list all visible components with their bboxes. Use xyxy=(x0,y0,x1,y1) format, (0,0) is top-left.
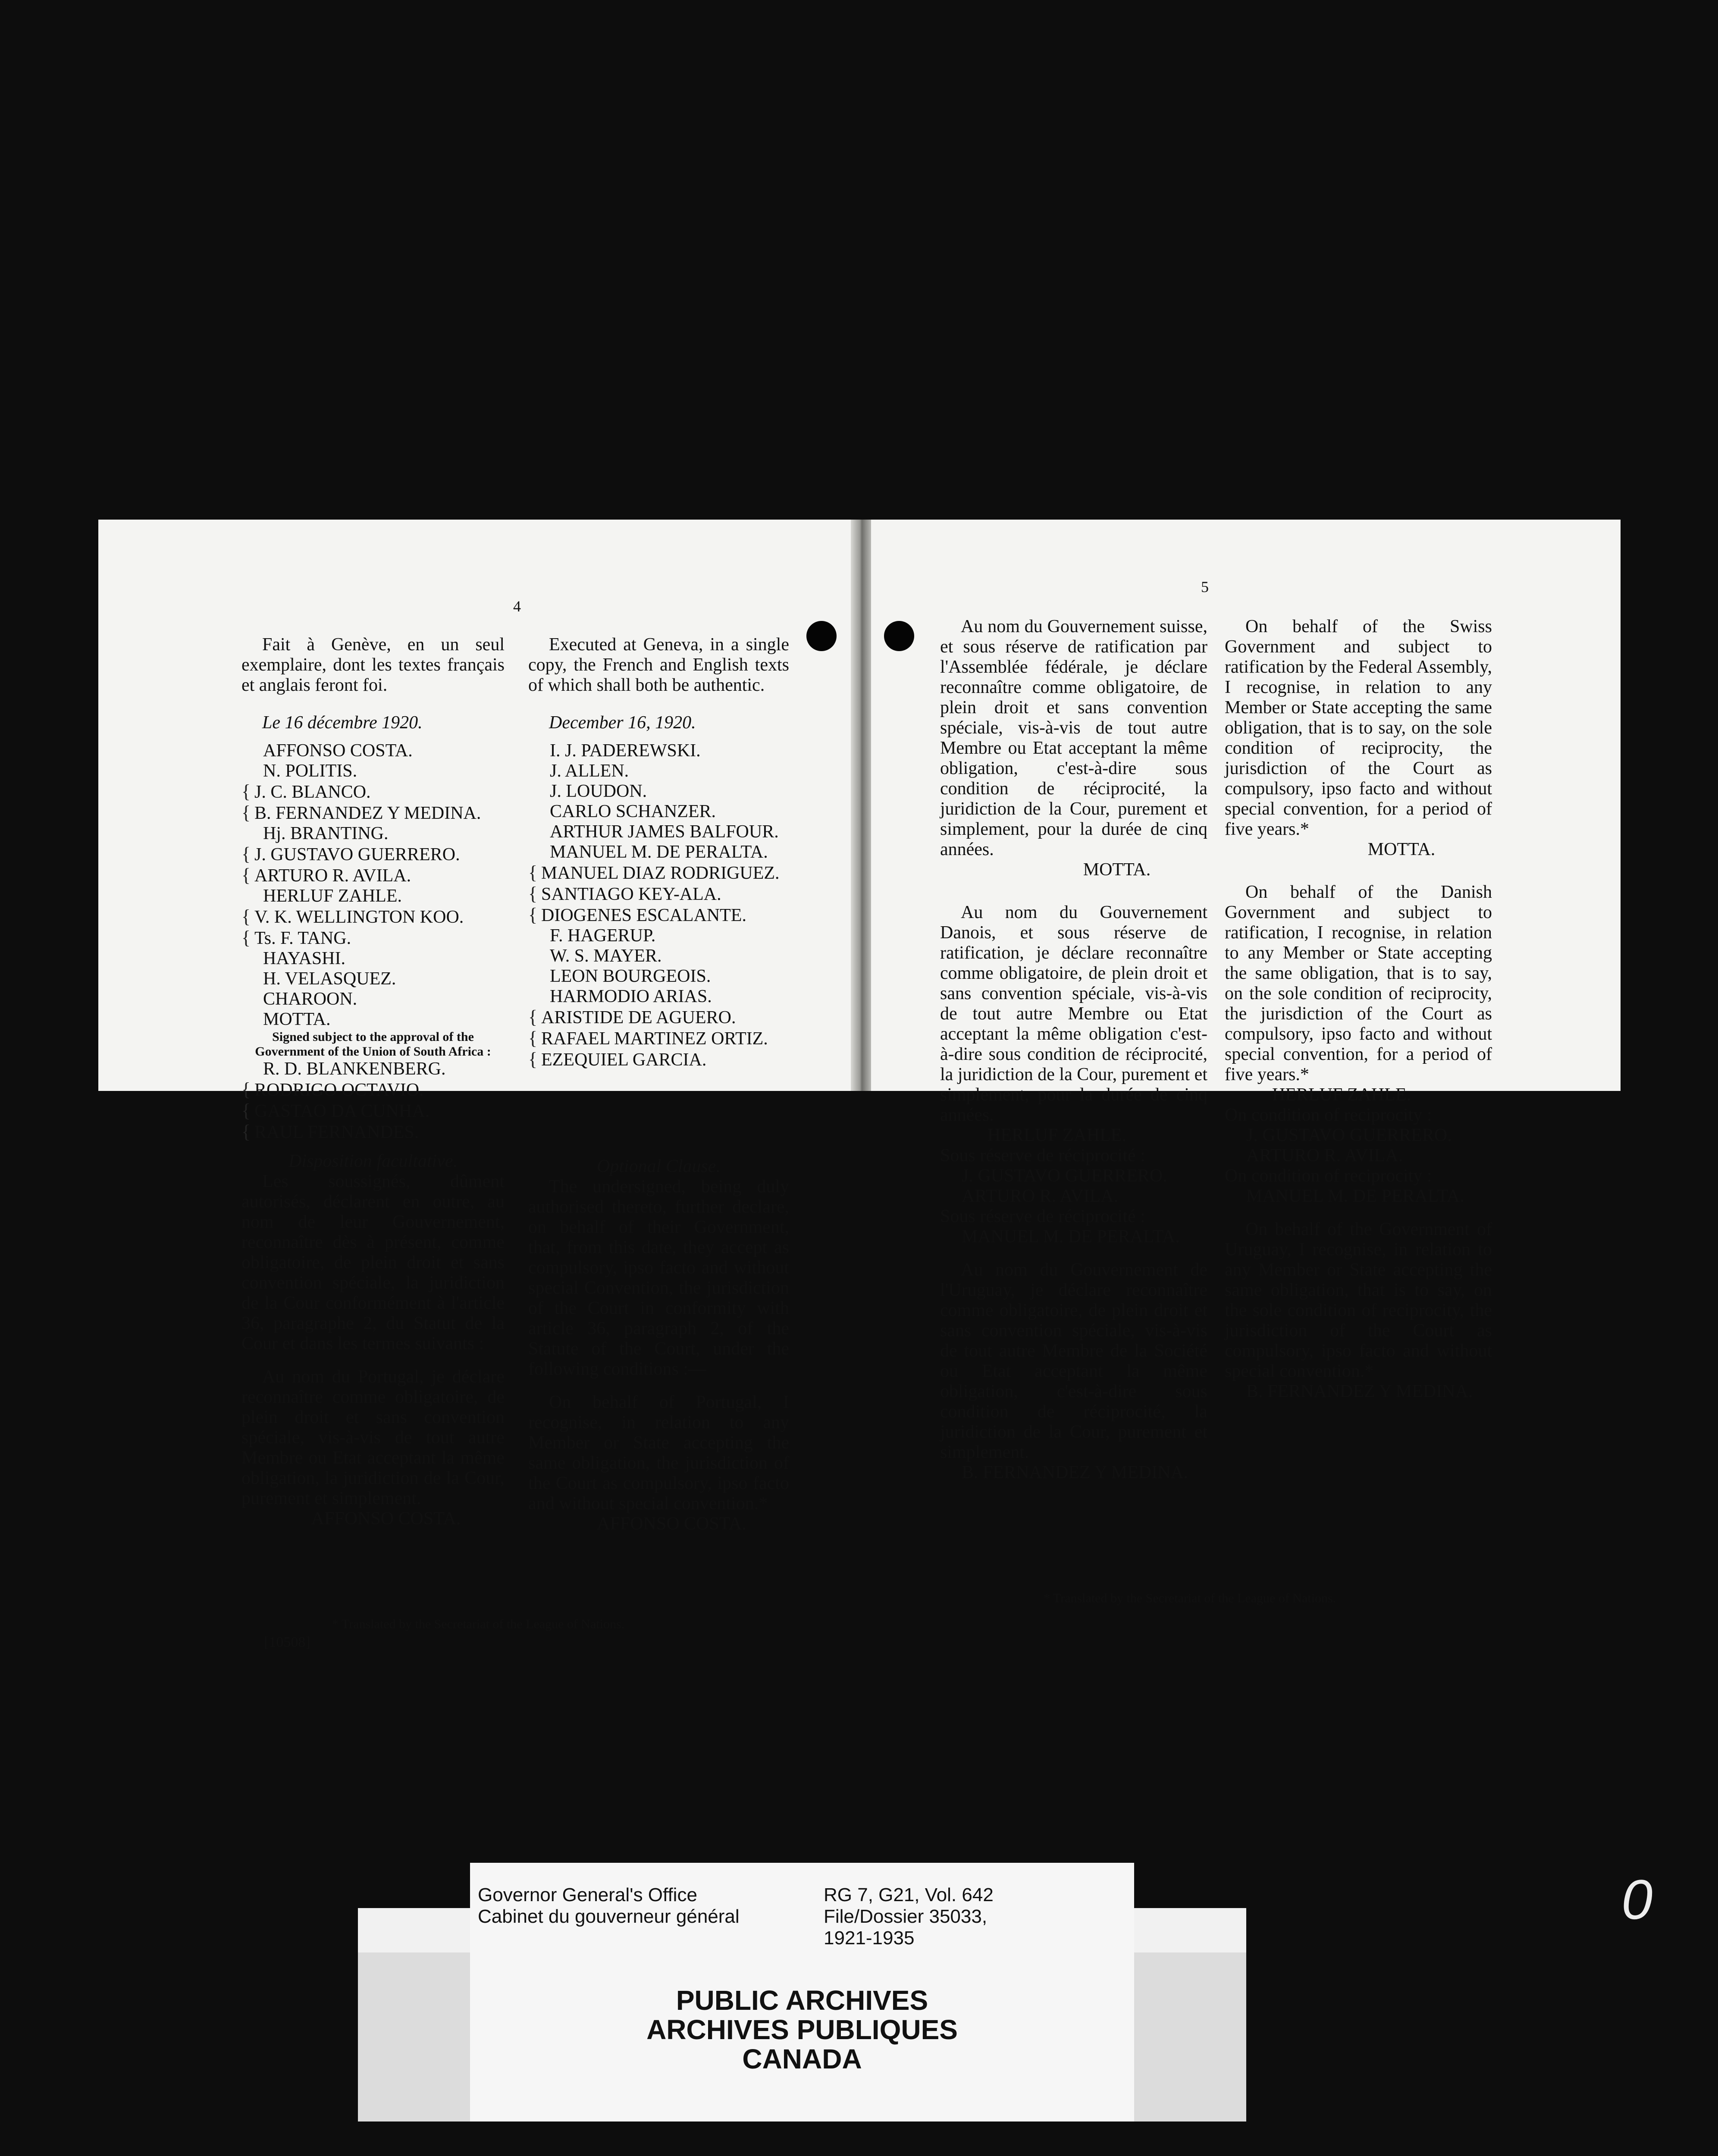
signatory: J. GUSTAVO GUERRERO. xyxy=(962,1166,1167,1186)
signatory: RAUL FERNANDES. xyxy=(254,1122,419,1142)
frame-number: 0 xyxy=(1621,1868,1653,1931)
brace-icon: { xyxy=(241,865,251,886)
clause-title: Optional Clause. xyxy=(596,1156,721,1176)
footnote: * Translated by the Secretariat of the League of Nations. xyxy=(1044,1591,1336,1605)
clause-title: Disposition facultative. xyxy=(288,1151,458,1171)
uruguay-text: On behalf of the Government of Uruguay, I recognise, in relation to any Member or State accepting the same obligation, that is to say, on the sole condition of reciprocity, the jurisdiction of the Court as compulsory, ipso facto and without special convention.* xyxy=(1225,1219,1492,1381)
french-column xyxy=(940,617,1207,1483)
archive-stamp-line: ARCHIVES PUBLIQUES xyxy=(646,2014,958,2045)
signatory: ARTURO R. AVILA. xyxy=(1246,1146,1403,1166)
signatory: GASTAO DA CUNHA. xyxy=(254,1101,430,1121)
office-english: Governor General's Office xyxy=(478,1884,697,1905)
brace-icon: { xyxy=(528,1006,538,1028)
signatory: LEON BOURGEOIS. xyxy=(550,966,711,986)
signatory: J. GUSTAVO GUERRERO. xyxy=(1246,1125,1452,1145)
swiss-text: On behalf of the Swiss Government and subject to ratification by the Federal Assembly, I recognise, in relation to any Member or State accepting the same obligation, that is to say, on the sole condition of reciprocity, the jurisdiction of the Court as compulsory, ipso facto and without special convention, for a period of five years.* xyxy=(1225,617,1492,839)
file-number: File/Dossier 35033, xyxy=(824,1906,988,1927)
portugal-text: Au nom du Portugal, je déclare reconnaître comme obligatoire, de plein droit et sans convention spéciale, vis-à-vis de tout autre Membre ou Etat acceptant la même obligation, la juridiction de la Cour, purement et simplement. xyxy=(241,1367,505,1508)
signatory: N. POLITIS. xyxy=(263,761,357,781)
uruguay-signature: B. FERNANDEZ Y MEDINA. xyxy=(962,1463,1188,1482)
english-column xyxy=(528,635,789,1534)
reserve-label: Sous réserve de réciprocité : xyxy=(940,1146,1145,1166)
signatory: J. LOUDON. xyxy=(550,781,647,801)
signatory: H. VELASQUEZ. xyxy=(263,969,396,989)
south-africa-note: Signed subject to the approval of the Government of the Union of South Africa : xyxy=(255,1030,491,1059)
clause-text: Les soussignés, dûment autorisés, déclarent en outre, au nom de leur Gouvernement, reconnaître dès à présent, comme obligatoire, de plein droit et sans convention spéciale, la juridiction de la Cour conformément à l'article 36, paragraphe 2, du Statut de la Cour et dans les termes suivants : xyxy=(241,1172,505,1354)
reference-number: RG 7, G21, Vol. 642 xyxy=(824,1884,994,1905)
signatory: ARTHUR JAMES BALFOUR. xyxy=(550,822,779,842)
uruguay-signature: B. FERNANDEZ Y MEDINA. xyxy=(1246,1382,1473,1401)
clause-text: The undersigned, being duly authorised thereto, further declare, on behalf of their Government, that, from this date, they accept as compulsory, ipso facto and without special Convention, the jurisdiction of the Court in conformity with article 36, paragraph 2, of the Statute of the Court, under the following conditions :— xyxy=(528,1177,789,1379)
swiss-text: Au nom du Gouvernement suisse, et sous réserve de ratification par l'Assemblée fédérale, je déclare reconnaître comme obligatoire, de plein droit et sans convention spéciale, vis-à-vis de tout autre Membre ou Etat acceptant la même obligation, c'est-à-dire sous condition de réciprocité, la juridiction de la Cour, purement et simplement, pour la durée de cinq années. xyxy=(940,617,1207,859)
danish-signature: HERLUF ZAHLE. xyxy=(1272,1085,1411,1105)
archive-stamp-line: PUBLIC ARCHIVES xyxy=(676,1985,928,2016)
signatory: RAFAEL MARTINEZ ORTIZ. xyxy=(541,1029,768,1049)
reserve-label: Sous réserve de réciprocité : xyxy=(940,1206,1145,1226)
brace-icon: { xyxy=(241,802,251,823)
punch-hole-left xyxy=(806,621,837,651)
signatory: Ts. F. TANG. xyxy=(254,928,351,948)
brace-icon: { xyxy=(241,1121,251,1142)
punch-hole-right xyxy=(884,621,914,651)
date-range: 1921-1935 xyxy=(824,1927,915,1949)
signatory: R. D. BLANKENBERG. xyxy=(263,1059,446,1079)
page-number: 5 xyxy=(1201,578,1209,595)
english-date: December 16, 1920. xyxy=(549,713,696,733)
brace-icon: { xyxy=(241,927,251,948)
brace-icon: { xyxy=(241,1079,251,1100)
portugal-signature: AFFONSO COSTA. xyxy=(311,1509,461,1529)
brace-icon: { xyxy=(528,1028,538,1049)
signatory: B. FERNANDEZ Y MEDINA. xyxy=(254,803,481,823)
signatory: MANUEL DIAZ RODRIGUEZ. xyxy=(541,863,780,883)
portugal-text: On behalf of Portugal, I recognise, in relation to any Member or State accepting the same obligation, the jurisdiction of the Court as compulsory, ipso facto and without special convention.* xyxy=(528,1392,789,1514)
signatory: Hj. BRANTING. xyxy=(263,824,389,843)
brace-icon: { xyxy=(241,1100,251,1121)
english-intro: Executed at Geneva, in a single copy, the French and English texts of which shall both be authentic. xyxy=(528,635,789,695)
signatory: J. GUSTAVO GUERRERO. xyxy=(254,845,460,865)
brace-icon: { xyxy=(528,904,538,925)
signatory: ARTURO R. AVILA. xyxy=(254,866,411,886)
uruguay-text: Au nom du Gouvernement de l'Uruguay, je déclare reconnaître comme obligatoire, de plein droit et sans convention spéciale, vis-à-vis de tout autre Membre de la Société ou Etat acceptant la même obligation, c'est-à-dire sous condition de réciprocité, la juridiction de la Cour, purement et simplement. xyxy=(940,1260,1207,1462)
french-signatories-2 xyxy=(241,1059,505,1143)
signatory: V. K. WELLINGTON KOO. xyxy=(254,907,464,927)
signatory: MANUEL M. DE PERALTA. xyxy=(962,1227,1180,1247)
signatory: ARISTIDE DE AGUERO. xyxy=(541,1008,736,1028)
portugal-signature: AFFONSO COSTA. xyxy=(597,1514,746,1534)
signatory: CHAROON. xyxy=(263,989,357,1009)
danish-signature: HERLUF ZAHLE. xyxy=(988,1125,1126,1145)
footnote: * Translated by the Secretariat of the League of Nations. xyxy=(332,1617,625,1631)
archive-stamp-line: CANADA xyxy=(742,2043,862,2075)
signatory: HARMODIO ARIAS. xyxy=(550,987,712,1006)
signatory: I. J. PADEREWSKI. xyxy=(550,741,701,761)
signatory: CARLO SCHANZER. xyxy=(550,802,716,821)
brace-icon: { xyxy=(528,883,538,904)
english-signatories xyxy=(528,741,789,1070)
brace-icon: { xyxy=(528,1049,538,1070)
signatory: MANUEL M. DE PERALTA. xyxy=(550,842,768,862)
page-gutter xyxy=(851,520,871,1091)
french-column xyxy=(241,635,505,1529)
reserve-label: On condition of reciprocity : xyxy=(1225,1105,1432,1125)
page-number: 4 xyxy=(513,598,521,615)
signatory: RODRIGO OCTAVIO. xyxy=(254,1080,424,1100)
english-column xyxy=(1225,617,1492,1402)
brace-icon: { xyxy=(528,862,538,883)
danish-text: Au nom du Gouvernement Danois, et sous réserve de ratification, je déclare reconnaître comme obligatoire, de plein droit et sans convention spéciale, vis-à-vis de tout autre Membre ou Etat acceptant la même obligation c'est-à-dire sous condition de réciprocité, la juridiction de la Cour, purement et simplement, pour la durée de cinq années. xyxy=(940,903,1207,1125)
reserve-label: On condition of reciprocity : xyxy=(1225,1166,1432,1186)
signatory: W. S. MAYER. xyxy=(550,946,662,966)
signatory: AFFONSO COSTA. xyxy=(263,741,413,761)
french-date: Le 16 décembre 1920. xyxy=(262,713,423,733)
french-intro: Fait à Genève, en un seul exemplaire, dont les textes français et anglais feront foi. xyxy=(241,635,505,695)
swiss-signature: MOTTA. xyxy=(1367,840,1436,859)
signatory: ARTURO R. AVILA. xyxy=(962,1186,1119,1206)
french-signatories xyxy=(241,741,505,1030)
signatory: F. HAGERUP. xyxy=(550,926,656,946)
brace-icon: { xyxy=(241,843,251,865)
danish-text: On behalf of the Danish Government and subject to ratification, I recognise, in relation to any Member or State accepting the same obligation, that is to say, on the sole condition of reciprocity, the jurisdiction of the Court as compulsory, ipso facto and without special convention, for a period of five years.* xyxy=(1225,882,1492,1084)
signatory: SANTIAGO KEY-ALA. xyxy=(541,884,721,904)
office-french: Cabinet du gouverneur général xyxy=(478,1906,740,1927)
brace-icon: { xyxy=(241,906,251,927)
signatory: HAYASHI. xyxy=(263,949,345,968)
signatory: HERLUF ZAHLE. xyxy=(263,886,402,906)
signatory: DIOGENES ESCALANTE. xyxy=(541,906,746,925)
signatory: J. C. BLANCO. xyxy=(254,782,371,802)
document-number: [10508] xyxy=(264,1634,310,1650)
brace-icon: { xyxy=(241,781,251,802)
signatory: MANUEL M. DE PERALTA. xyxy=(1246,1186,1464,1206)
signatory: MOTTA. xyxy=(263,1009,331,1029)
swiss-signature: MOTTA. xyxy=(1083,860,1151,880)
signatory: EZEQUIEL GARCIA. xyxy=(541,1050,707,1070)
signatory: J. ALLEN. xyxy=(550,761,629,781)
